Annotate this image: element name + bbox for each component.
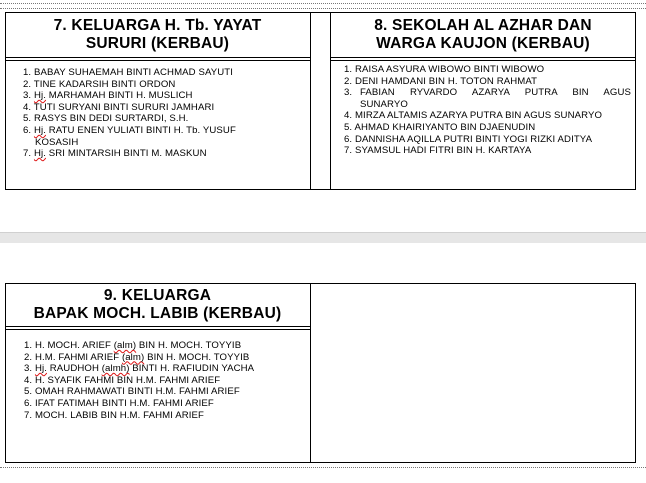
dotted-rule [0,8,646,9]
list-item: 7. MOCH. LABIB BIN H.M. FAHMI ARIEF [24,409,204,421]
list-item: 1. BABAY SUHAEMAH BINTI ACHMAD SAYUTI [23,67,234,78]
dotted-rule [0,3,646,4]
page-bottom [0,243,646,483]
section-7-title: 7. KELUARGA H. Tb. YAYAT SURURI (KERBAU) [53,17,262,52]
list-item: 4. MIRZA ALTAMIS AZARYA PUTRA BIN AGUS SUNARYO [344,110,603,122]
list-item: 2. H.M. FAHMI ARIEF (alm) BIN H. MOCH. TOYYIB [24,351,250,363]
list-item: 2. TINE KADARSIH BINTI ORDON [23,78,176,90]
section-8-title: 8. SEKOLAH AL AZHAR DAN WARGA KAUJON (KERBAU) [374,17,592,52]
list-item: 6. IFAT FATIMAH BINTI H.M. FAHMI ARIEF [24,397,214,409]
dotted-rule [0,467,646,468]
list-item: 6. DANNISHA AQILLA PUTRI BINTI YOGI RIZKI ADITYA [344,133,593,145]
list-item: 5. AHMAD KHAIRIYANTO BIN DJAENUDIN [344,121,536,133]
list-item: 7. SYAMSUL HADI FITRI BIN H. KARTAYA [344,145,532,157]
section-8-list [344,64,631,157]
list-item: 1. H. MOCH. ARIEF (alm) BIN H. MOCH. TOYYIB [24,340,242,351]
list-item: 5. OMAH RAHMAWATI BINTI H.M. FAHMI ARIEF [24,386,240,398]
list-item: 2. DENI HAMDANI BIN H. TOTON RAHMAT [344,75,538,87]
list-item: 4. TUTI SURYANI BINTI SURURI JAMHARI [23,101,215,113]
page-top [0,0,646,220]
list-item: 3. Hj. RAUDHOH (almh) BINTI H. RAFIUDIN YACHA [24,363,255,375]
list-item: 3. Hj. MARHAMAH BINTI H. MUSLICH [23,90,193,102]
section-9-title: 9. KELUARGA BAPAK MOCH. LABIB (KERBAU) [33,287,282,322]
list-item: 7. Hj. SRI MINTARSIH BINTI M. MASKUN [23,148,207,160]
section-7-list [23,67,303,160]
list-item: 6. Hj. RATU ENEN YULIATI BINTI H. Tb. YUSUF KOSASIH [23,124,236,148]
list-item: 1. RAISA ASYURA WIBOWO BINTI WIBOWO [344,64,545,75]
list-item: 4. H. SYAFIK FAHMI BIN H.M. FAHMI ARIEF [24,374,221,386]
section-9-list [24,340,304,421]
list-item: 5. RASYS BIN DEDI SURTARDI, S.H. [23,113,189,125]
list-item: 3. FABIAN RYVARDO AZARYA PUTRA BIN AGUS SUNARYO [344,87,631,110]
